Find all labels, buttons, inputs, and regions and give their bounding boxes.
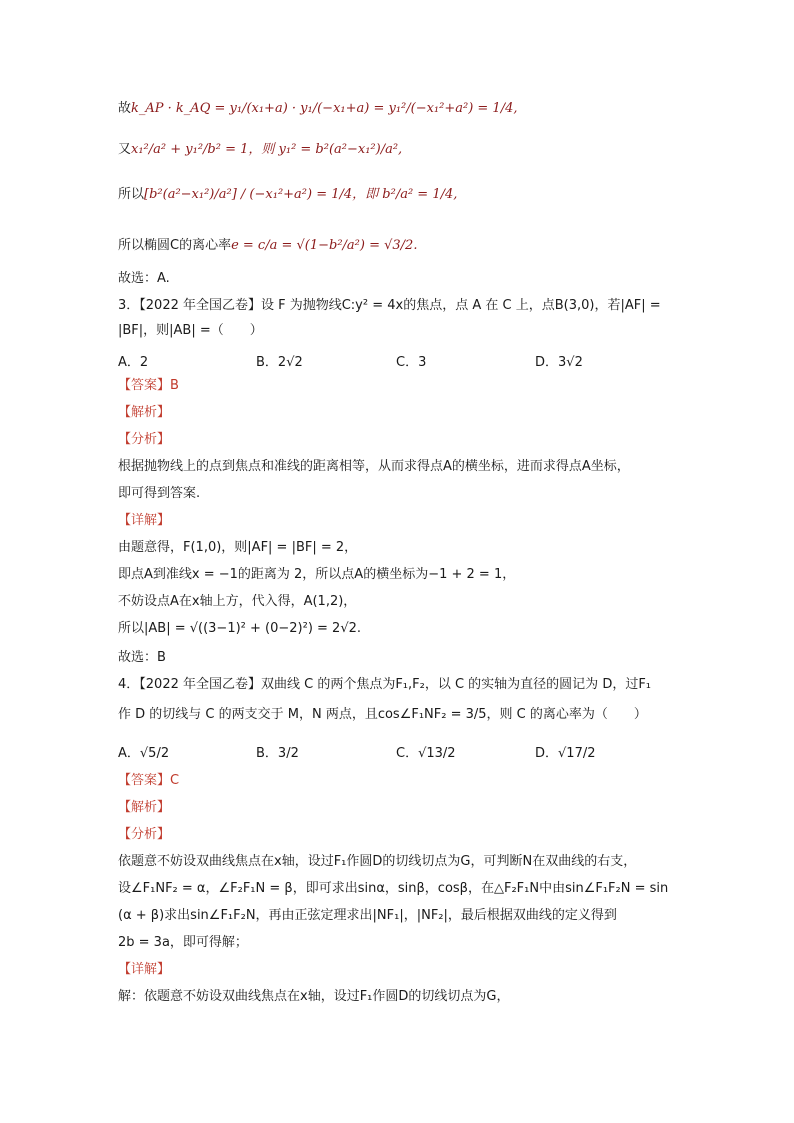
formula: k_AP · k_AQ = y₁/(x₁+a) · y₁/(−x₁+a) = y₁²/(−x₁²+a²) = 1/4, (131, 101, 518, 116)
conclusion: 故选：B (118, 650, 166, 665)
conclusion: 故选：A. (118, 271, 170, 286)
choice-b: B．3/2 (256, 746, 299, 761)
jiexi-label: 【解析】 (118, 405, 171, 420)
choice-a: A．2 (118, 355, 149, 370)
detail-text: 不妨设点A在x轴上方，代入得，A(1,2)， (118, 594, 357, 609)
choice-b: B．2√2 (256, 355, 303, 370)
detail-text: 所以|AB| = √((3−1)² + (0−2)²) = 2√2. (118, 621, 362, 636)
text: 所以椭圆C的离心率 (118, 238, 232, 253)
choice-a: A．√5/2 (118, 746, 170, 761)
analysis-text: 2b = 3a，即可得解； (118, 935, 248, 950)
question-4-stem-cont: 作 D 的切线与 C 的两支交于 M，N 两点，且cos∠F₁NF₂ = 3/5，则 C 的离心率为（ ） (118, 707, 647, 722)
answer-label: 【答案】C (118, 773, 180, 788)
detail-text: 由题意得，F(1,0)，则|AF| = |BF| = 2， (118, 540, 358, 555)
xiangjie-label: 【详解】 (118, 513, 171, 528)
analysis-text: (α + β)求出sin∠F₁F₂N，再由正弦定理求出|NF₁|，|NF₂|，最后根据双曲线的定义得到 (118, 908, 617, 923)
derivation-line-2 (118, 141, 402, 159)
choice-d: D．√17/2 (535, 746, 596, 761)
formula: e = c/a = √(1−b²/a²) = √3/2. (231, 238, 418, 253)
detail-text: 即点A到准线x = −1的距离为 2，所以点A的横坐标为−1 + 2 = 1， (118, 567, 516, 582)
formula: x₁²/a² + y₁²/b² = 1，则 y₁² = b²(a²−x₁²)/a², (131, 142, 403, 157)
choice-d: D．3√2 (535, 355, 583, 370)
question-3-stem-cont: |BF|，则|AB| =（ ） (118, 323, 263, 338)
text: 又 (118, 142, 132, 157)
analysis-text: 设∠F₁NF₂ = α，∠F₂F₁N = β，即可求出sinα，sinβ，cosβ，在△F₂F₁N中由sin∠F₁F₂N = sin (118, 881, 669, 896)
fenxi-label: 【分析】 (118, 827, 171, 842)
analysis-text: 即可得到答案. (118, 486, 201, 501)
derivation-line-4 (118, 237, 417, 255)
analysis-text: 根据抛物线上的点到焦点和准线的距离相等，从而求得点A的横坐标，进而求得点A坐标， (118, 459, 630, 474)
analysis-text: 依题意不妨设双曲线焦点在x轴，设过F₁作圆D的切线切点为G，可判断N在双曲线的右支， (118, 854, 637, 869)
question-3-stem: 3．【2022 年全国乙卷】设 F 为抛物线C:y² = 4x的焦点，点 A 在 C 上，点B(3,0)，若|AF| = (118, 298, 661, 313)
formula: [b²(a²−x₁²)/a²] / (−x₁²+a²) = 1/4，即 b²/a² = 1/4, (144, 187, 458, 202)
jiexi-label: 【解析】 (118, 800, 171, 815)
text: 故 (118, 101, 132, 116)
derivation-line-1 (118, 100, 518, 118)
choice-c: C．3 (396, 355, 427, 370)
detail-text: 解：依题意不妨设双曲线焦点在x轴，设过F₁作圆D的切线切点为G， (118, 989, 510, 1004)
answer-label: 【答案】B (118, 378, 179, 393)
derivation-line-3 (118, 186, 457, 204)
choice-c: C．√13/2 (396, 746, 456, 761)
fenxi-label: 【分析】 (118, 432, 171, 447)
text: 所以 (118, 187, 145, 202)
question-4-stem: 4．【2022 年全国乙卷】双曲线 C 的两个焦点为F₁,F₂，以 C 的实轴为直径的圆记为 D，过F₁ (118, 677, 652, 692)
xiangjie-label: 【详解】 (118, 962, 171, 977)
